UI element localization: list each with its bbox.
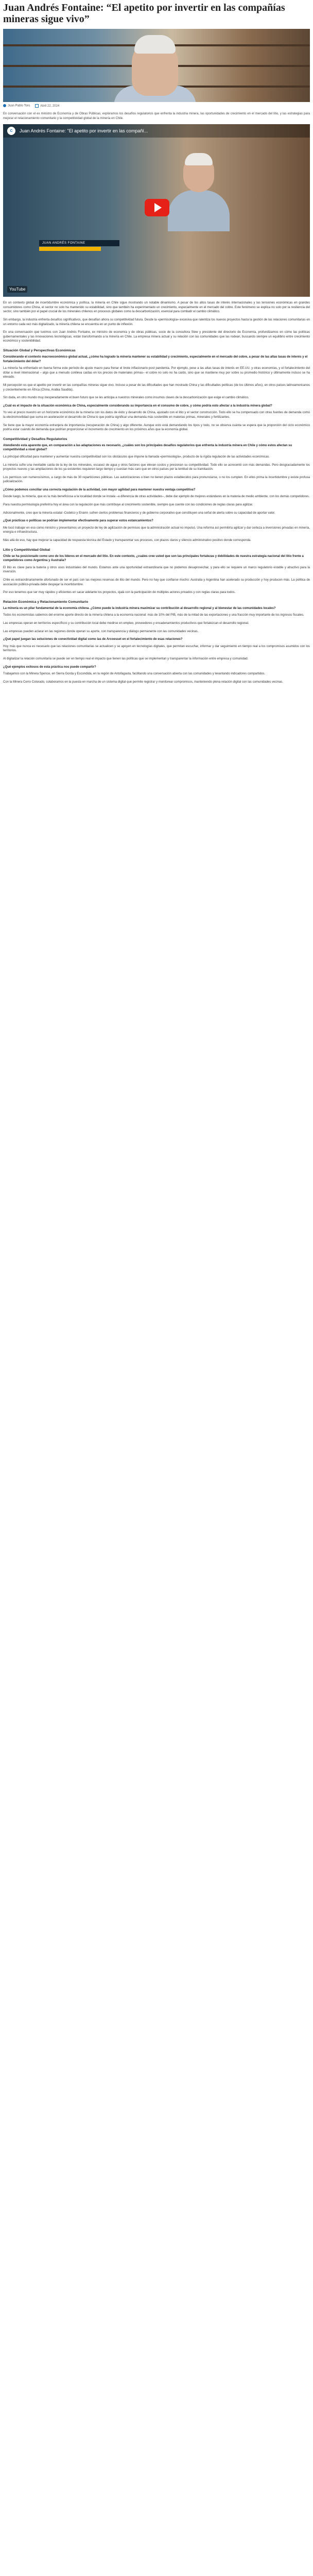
answer-paragraph: Para nuestra permisología preferiría hoy el área con la regulación que más contribuye al crecimiento sostenible, siempre que cuente con las condiciones de reglas claras para agilizar. xyxy=(3,503,253,507)
answer-paragraph: Las empresas operan en territorios específicos y su contribución local debe medirse en empleo, proveedores y encadenamientos productivos que fortalezcan el desarrollo regional. xyxy=(3,621,249,625)
question: La minería es un pilar fundamental de la economía chilena. ¿Cómo puede la industria minera maximizar su contribución al desarrollo regional y al bienestar de las comunidades locales? xyxy=(3,606,276,610)
answer-paragraph: Trabajamos con la Minera Spence, en Sierra Gorda y Escondida, en la región de Antofagasta, facilitando una conversación abierta con las comunidades y levantando indicadores compartidos. xyxy=(3,672,266,676)
answer-paragraph: Adicionalmente, creo que la minería estatal -Codelco y Enami- sufren ciertos problemas financieros y de gobierno corporativo que constituyen una señal de alerta sobre su capacidad de aportar valor. xyxy=(3,511,275,515)
author-link[interactable] xyxy=(3,104,30,108)
question: Atendiendo esta aparente que, en comparación a las adaptaciones es necesario, ¿cuáles son los principales desafíos regulatorios que enfrenta la industria minera en Chile y cómo estos afectan su competitividad a nivel global? xyxy=(3,444,292,452)
answer-paragraph: Me tocó trabajar en eso como ministro y presentamos un proyecto de ley de agilización de permisos que la administración actual no impulsó. Una reforma así permitiría agilizar y dar certeza a inversiones privadas en minería, energía e infraestructura. xyxy=(3,526,310,534)
section-heading: Competitividad y Desafíos Regulatorios xyxy=(3,437,67,441)
question: ¿Qué ejemplos exitosos de esta práctica nos puede compartir? xyxy=(3,665,96,669)
article xyxy=(0,0,313,684)
video-embed[interactable] xyxy=(3,124,310,297)
body-paragraph: Sin embargo, la industria enfrenta desafíos significativos, que desafían ahora su competitividad futura. Desde la «permisología» excesiva que ralentiza los nuevos proyectos hasta la gestión de las relaciones comunitarias en un entorno cada vez más digitalizado, la minería chilena se encuentra en un punto de inflexión. xyxy=(3,318,310,326)
article-sections xyxy=(3,349,310,684)
answer-paragraph: Las empresas pueden aclarar en las regiones donde operan su aporte, con transparencia y diálogo permanente con las comunidades vecinas. xyxy=(3,630,199,633)
body-paragraph: En una conversación que tuvimos con Juan Andrés Fontaine, ex ministro de economía y de obras públicas, socio de la consultora Slow y presidente del directorio de Eccnomía, profundizamos en cómo las políticas gubernamentales y las innovaciones tecnológicas, están transformando a la minería en Chile. La empresa minera actual y su relación con las comunidades que las rodean, buscando siempre un equilibrio entre crecimiento económico y sostenibilidad. xyxy=(3,331,310,343)
article-title: Juan Andrés Fontaine: “El apetito por invertir en las compañías mineras sigue vivo” xyxy=(3,2,285,25)
answer-paragraph: Sin duda, en otro mundo muy inesperadamente el buen futuro que se les anticipa a nuestros minerales como insumos claves de la descarbonización que exige el cambio climático. xyxy=(3,396,249,400)
article-meta xyxy=(3,104,310,108)
body-intro xyxy=(3,301,310,344)
play-button[interactable] xyxy=(145,199,169,216)
youtube-logo[interactable]: YouTube xyxy=(7,286,27,293)
lower-third-bar xyxy=(39,247,101,251)
video-lower-third: JUAN ANDRÉS FONTAINE xyxy=(39,240,119,246)
answer-paragraph: Los permisos son numerosísimos, a cargo de más de 30 reparticiones públicas. Las autorizaciones o bien no tienen plazos establecidos para pronunciarse, o no los cumplen. En ellos prima la incertidumbre y existe profusa judicialización. xyxy=(3,476,310,484)
answer-paragraph: Se tiene que la mayor economía extranjera de importancia (recuperación de China) y algo diferente. Aunque esto está demandando los tipos y todo, no se observa cuánta se espera que la proporción del ciclo económico podría estar cuándo de demanda que podrían proporcionar el incremento de crecimiento en los próximos años que la economía global. xyxy=(3,423,310,432)
calendar-icon xyxy=(35,104,39,108)
question: ¿Qué papel juegan las soluciones de conectividad digital como las de Arcoesset en el fortalecimiento de esas relaciones? xyxy=(3,638,183,641)
section-heading: Relación Económica y Relacionamiento Comunitario xyxy=(3,600,89,604)
answer-paragraph: Hoy más que nunca es necesario que las relaciones comunitarias se actualicen y se apoyen en tecnologías digitales, que permitan escuchar, informar y dar seguimiento en tiempo real a los compromisos asumidos con los territorios. xyxy=(3,645,310,653)
intro-lead xyxy=(3,112,310,121)
answer-paragraph: Al digitalizar la relación comunitaria se puede ser en tiempo real el impacto que tienen las políticas que se implementan y transparentar la información entre empresa y comunidad. xyxy=(3,657,249,660)
answer-paragraph: Todos los economistas sabemos del enorme aporte directo de la minería chilena a la economía nacional: más de 10% del PIB, más de la mitad de las exportaciones y una fracción muy importante de los ingresos fiscales. xyxy=(3,614,304,617)
play-icon xyxy=(154,203,162,212)
author-name: Juan Pablo Toro xyxy=(8,104,30,108)
answer-paragraph: Yo veo al precio nuestro en un horizonte económico de la minería con los datos de éxito y desarrollo de China, ajustado con el litio y el sector construcción. Todo ello se ha compensado con otras fuentes de demanda como la electromovilidad que suma en aceleración el desarrollo de China lo que podría significar una demanda más sostenible en materias primas, minerales y fertilizantes. xyxy=(3,411,310,419)
user-icon xyxy=(3,104,6,107)
answer-paragraph: Mi percepción es que el apetito por invertir en las compañías mineras sigue vivo. Incluso a pesar de las dificultades que han mostrado China y las dificultades políticas (de los últimos años), en otros países latinoamericanos y crecientemente en África (China, Arabia Saudita). xyxy=(3,383,310,392)
question: ¿Cómo podemos conciliar una correcta regulación de la actividad, con mayor agilidad para mantener nuestra ventaja competitiva? xyxy=(3,488,196,492)
publish-date xyxy=(35,104,59,108)
answer-paragraph: La principal dificultad para mantener y aumentar nuestra competitividad son los obstáculos que impone la llamada «permisología», producto de la rígida regulación de las actividades económicas. xyxy=(3,455,270,459)
channel-avatar[interactable]: C xyxy=(7,127,15,135)
question: ¿Qué prácticas o políticas se podrían implementar efectivamente para superar estos estancamientos? xyxy=(3,519,153,523)
section-heading: Litio y Competitividad Global xyxy=(3,548,50,552)
question: ¿Cuál es el impacto de la situación económica de China, especialmente considerando su importancia en el consumo de cobre, y cómo podría esto afectar a la industria minera global? xyxy=(3,404,272,408)
section-heading: Situación Global y Perspectivas Económicas xyxy=(3,349,76,353)
answer-paragraph: Más allá de eso, hay que mejorar la capacidad de respuesta técnica del Estado y transparentar sus procesos, con plazos claros y silencio administrativo positivo donde corresponda. xyxy=(3,539,251,543)
answer-paragraph: La minería ha enfrentado en buena forma este período de ajuste macro para frenar el brote inflacionario post pandemia. Por ejemplo, pese a las altas tasas de interés en EE.UU. y otras economías, y el fortalecimiento del dólar a nivel internacional – algo que a menudo conlleva caídas en los precios de materiales primas– el cobre no solo no ha caído, sino que se mantiene muy por sobre su promedio histórico y últimamente incluso se ha elevado. xyxy=(3,367,310,379)
hero-photo xyxy=(3,29,310,102)
intro-paragraph: En conversación con el ex ministro de Economía y de Obras Públicas, exploramos los desafíos regulatorios que enfrenta la industria minera, las oportunidades de crecimiento en el mercado del litio, y las estrategias para mejorar el relacionamiento comunitario y la competitividad global de la minería en Chile. xyxy=(3,112,310,120)
video-title[interactable]: Juan Andrés Fontaine: "El apetito por invertir en las compañí... xyxy=(20,128,148,134)
answer-paragraph: Por eso tenemos que ser muy rápidos y eficientes en sacar adelante los proyectos, ojalá con la participación de múltiples actores privados y con reglas claras para todos. xyxy=(3,591,236,595)
answer-paragraph: La minería sufre una inevitable caída de la ley de los minerales, escasez de agua y otros factores que elevan costos y presionan su competitividad. Todo ello se acrecentó con más demandas. Pero desgraciadamente los proyectos nuevos y las ampliaciones de los ya existentes requieren largo tiempo y cuestan más caro que en otros países por la lentitud de su tramitación. xyxy=(3,463,310,471)
answer-paragraph: Desde luego, la minería, que es la más beneficiosa a la localidad donde se instala –a diferencia de otras actividades–, debe dar ejemplo de mejores estándares en la materia de medio ambiente, con los demás competidores. xyxy=(3,495,310,499)
video-topbar xyxy=(3,124,310,138)
question: Considerando el contexto macroeconómico global actual, ¿cómo ha logrado la minería mantener su estabilidad y crecimiento, especialmente en el mercado del cobre, a pesar de las altas tasas de interés y el fortalecimiento del dólar? xyxy=(3,355,308,363)
question: Chile se ha posicionado como uno de los líderes en el mercado del litio. En este contexto, ¿cuáles cree usted que son las principales fortalezas y debilidades de nuestra estrategia nacional del litio frente a competidores como Argentina y Australia? xyxy=(3,554,304,563)
answer-paragraph: Chile es extraordinariamente afortunado de ser el país con las mejores reservas de litio del mundo. Pero no hay que confiarse mucho: Australia y Argentina han acelerado su producción y hoy producen más. La política de asociación público-privada debe despejar la incertidumbre. xyxy=(3,579,310,586)
body-paragraph: En un contexto global de incertidumbre económica y política, la minería en Chile sigue mostrando un notable dinamismo. A pesar de los altos tasas de interés internacionales y las tensiones económicas en grandes consumidores como China, el sector no solo ha mantenido su estabilidad, sino que también ha experimentado un crecimiento, especialmente en el mercado del cobre. Este fenómeno se explica no solo por la resiliencia del sector, sino también por el papel crucial de los minerales chilenos en procesos globales como la descarbonización, esencial para combatir el cambio climático. xyxy=(3,301,310,314)
date-text: Abril 22, 2024 xyxy=(40,105,60,108)
answer-paragraph: Con la Minera Cerro Colorado, colaboramos en la puesta en marcha de un sistema digital que permite registrar y monitorear compromisos, manteniendo plena relación digital con las comunidades vecinas. xyxy=(3,680,283,684)
answer-paragraph: El litio es clave para la batería y otros usos industriales del mundo. Estamos ante una oportunidad extraordinaria que no podemos desaprovechar, y para ello se requiere un marco regulatorio estable y atractivo para la inversión. xyxy=(3,566,310,574)
